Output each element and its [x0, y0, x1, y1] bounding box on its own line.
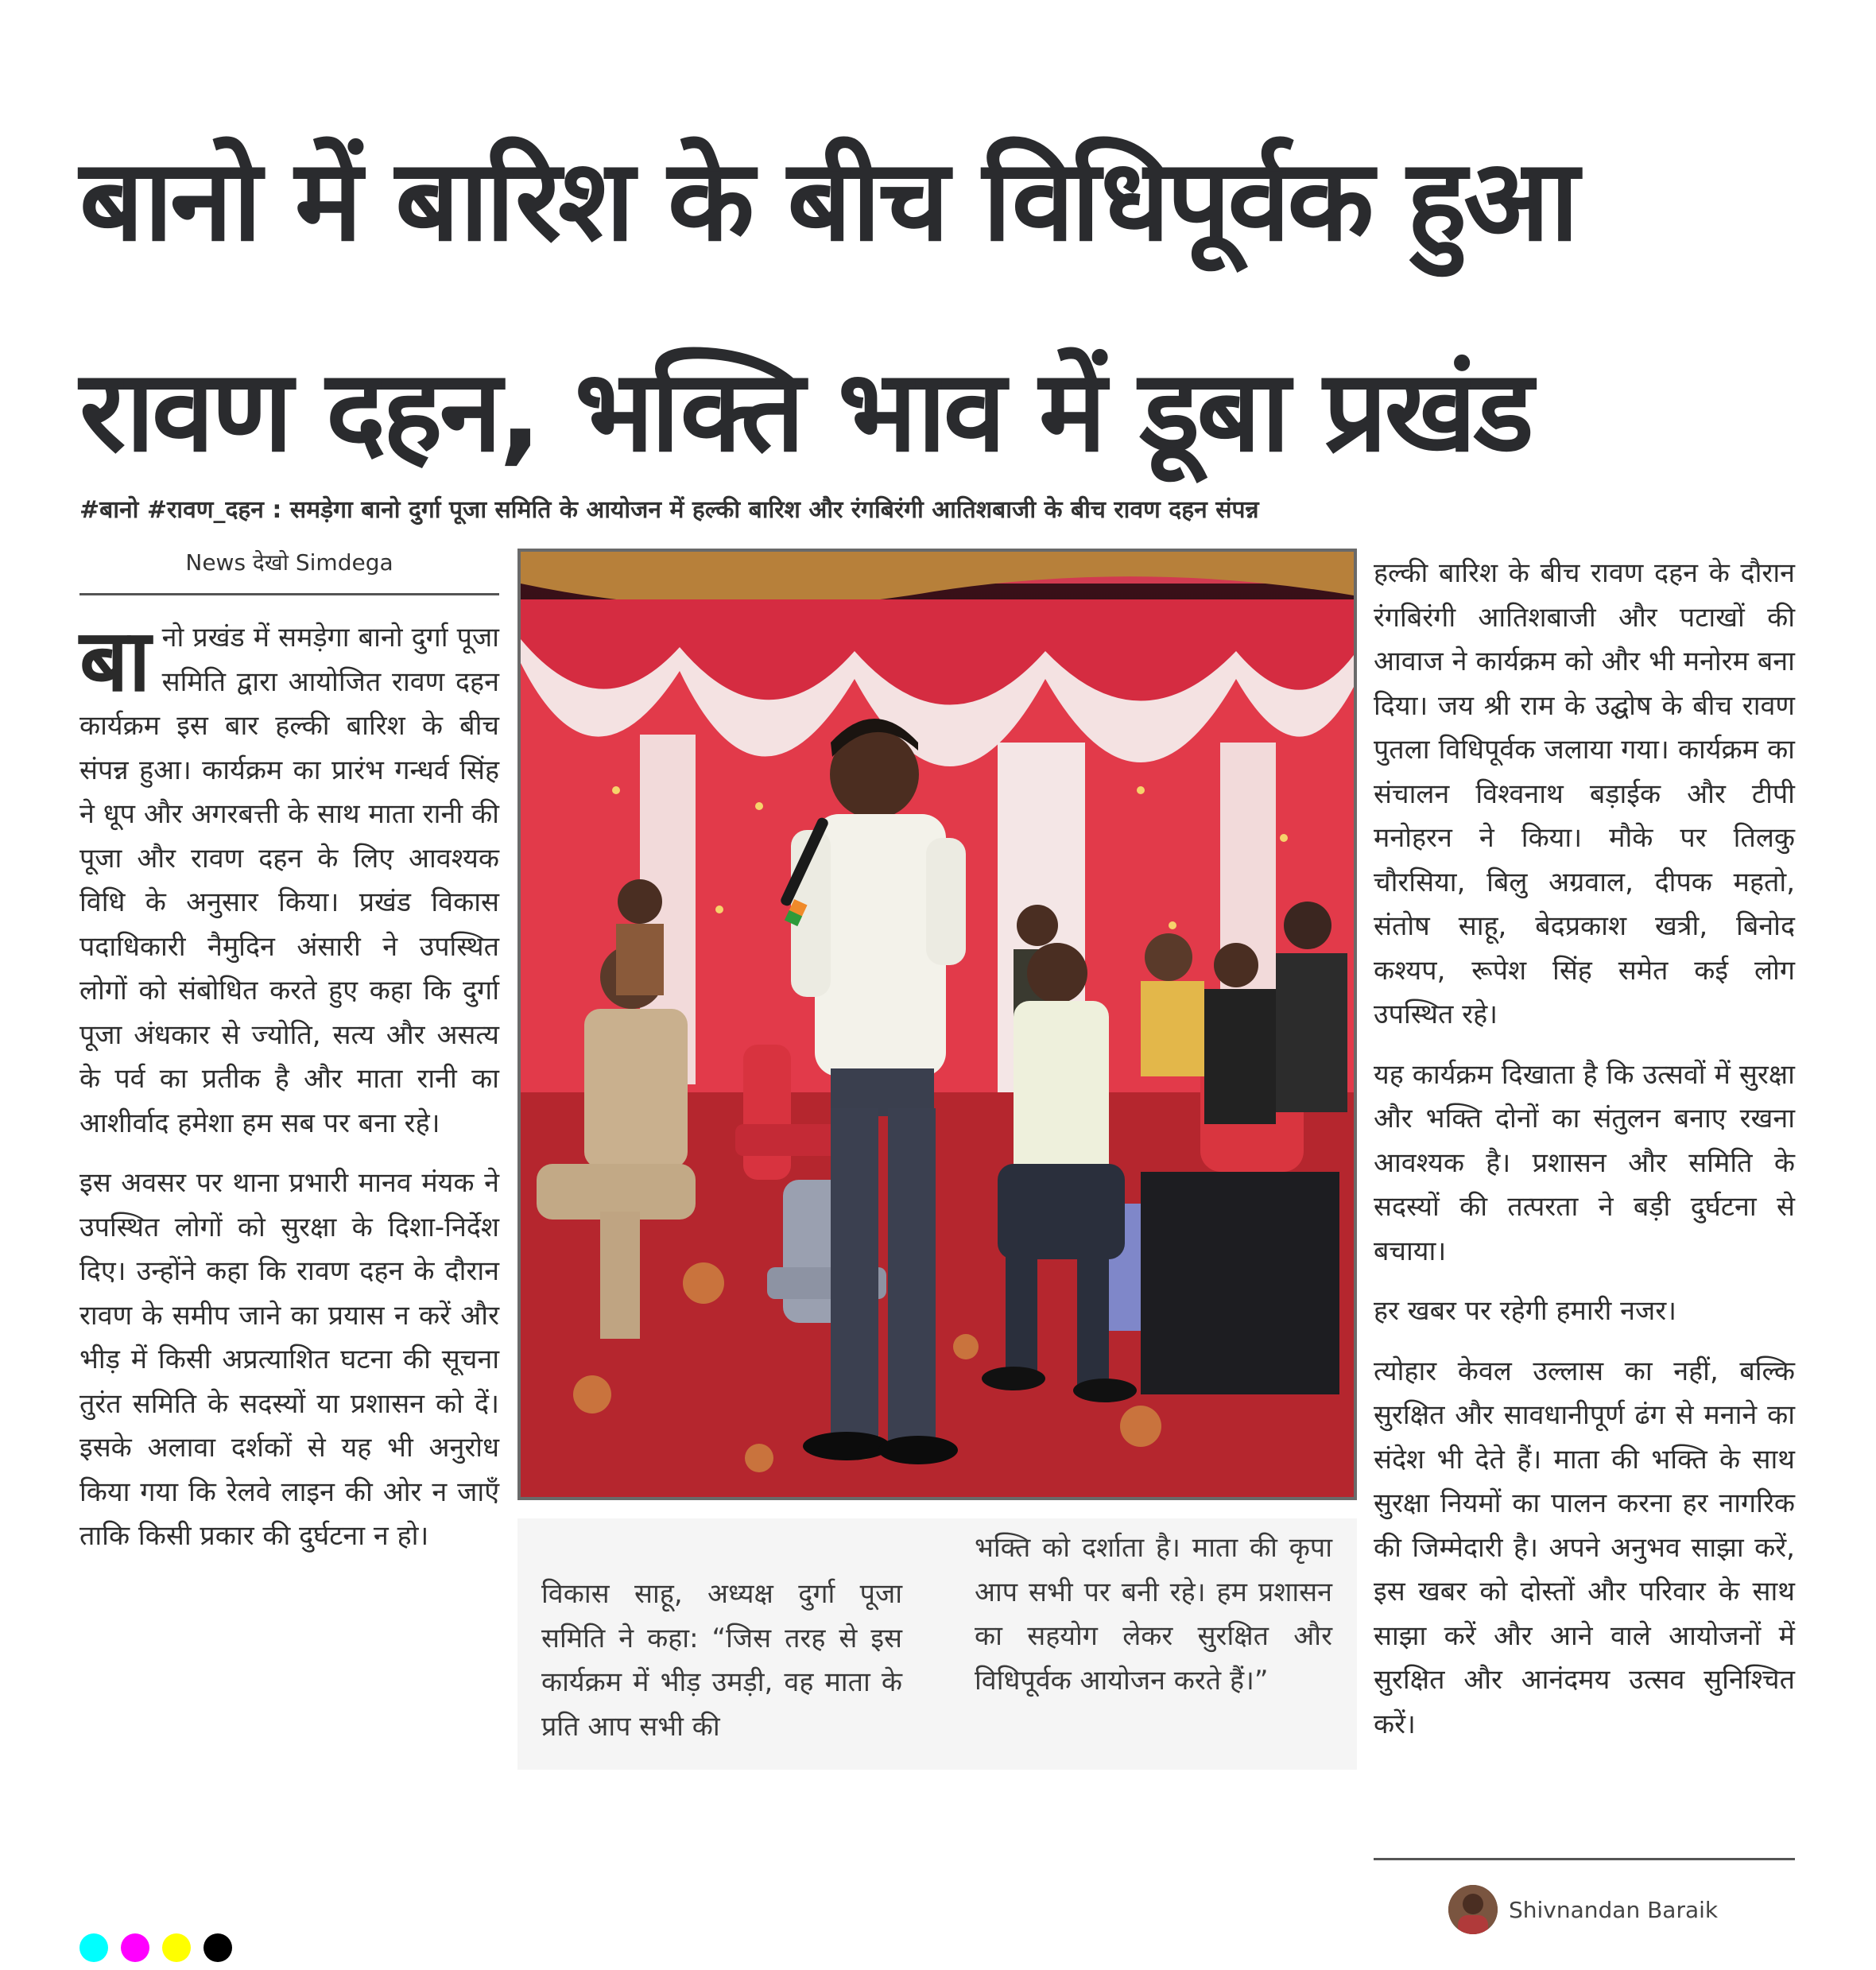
quote-box: [517, 1518, 1357, 1770]
right-column: [1374, 552, 1795, 1763]
left-paragraph-2: इस अवसर पर थाना प्रभारी मानव मंयक ने उपस्थित लोगों को सुरक्षा के दिशा-निर्देश दिए। उन्होंने कहा कि रावण दहन के दौरान रावण के समीप जाने का प्रयास न करें और भीड़ में किसी अप्रत्याशित घटना की सूचना तुरंत समिति के सदस्यों या प्रशासन को दें। इसके अलावा दर्शकों से यह भी अनुरोध किया गया कि रेलवे लाइन की ओर न जाएँ ताकि किसी प्रकार की दुर्घटना न हो।: [79, 1167, 499, 1552]
cmyk-registration-marks: [79, 1933, 245, 1962]
author-name: Shivnandan Baraik: [1509, 1896, 1719, 1923]
headline-line-1: बानो में बारिश के बीच विधिपूर्वक हुआ: [79, 135, 1576, 266]
drop-cap: बा: [79, 611, 151, 711]
headline: [79, 95, 1812, 517]
right-paragraph-2: यह कार्यक्रम दिखाता है कि उत्सवों में सुरक्षा और भक्ति दोनों का संतुलन बनाए रखना आवश्यक है। प्रशासन और समिति के सदस्यों की तत्परता ने बड़ी दुर्घटना से बचाया।: [1374, 1058, 1795, 1267]
author-divider: [1374, 1858, 1795, 1860]
byline-divider: [79, 593, 499, 595]
headline-line-2: रावण दहन, भक्ति भाव में डूबा प्रखंड: [79, 346, 1531, 477]
avatar: [1448, 1885, 1498, 1934]
right-paragraph-3: हर खबर पर रहेगी हमारी नजर।: [1374, 1295, 1677, 1327]
yellow-dot: [162, 1933, 191, 1962]
source-byline: News देखो Simdega: [185, 549, 393, 576]
author-byline: [1448, 1884, 1718, 1935]
left-column: [79, 611, 499, 1575]
black-dot: [203, 1933, 232, 1962]
event-photo-illustration: [521, 552, 1354, 1497]
left-paragraph-1-text: नो प्रखंड में समड़ेगा बानो दुर्गा पूजा समिति द्वारा आयोजित रावण दहन कार्यक्रम इस बार हल्की बारिश के बीच संपन्न हुआ। कार्यक्रम का प्रारंभ गन्धर्व सिंह ने धूप और अगरबत्ती के साथ माता रानी की पूजा और रावण दहन के लिए आवश्यक विधि के अनुसार किया। प्रखंड विकास पदाधिकारी नैमुदिन अंसारी ने उपस्थित लोगों को संबोधित करते हुए कहा कि दुर्गा पूजा अंधकार से ज्योति, सत्य और असत्य के पर्व का प्रतीक है और माता रानी का आशीर्वाद हमेशा हम सब पर बना रहे।: [79, 622, 499, 1139]
magenta-dot: [121, 1933, 149, 1962]
right-paragraph-4: त्योहार केवल उल्लास का नहीं, बल्कि सुरक्षित और सावधानीपूर्ण ढंग से मनाने का संदेश भी देते हैं। माता की भक्ति के साथ सुरक्षा नियमों का पालन करना हर नागरिक की जिम्मेदारी है। अपने अनुभव साझा करें, इस खबर को दोस्तों और परिवार के साथ साझा करें और आने वाले आयोजनों में सुरक्षित और आनंदमय उत्सव सुनिश्चित करें।: [1374, 1355, 1795, 1740]
cyan-dot: [79, 1933, 108, 1962]
quote-part-2: भक्ति को दर्शाता है। माता की कृपा आप सभी पर बनी रहे। हम प्रशासन का सहयोग लेकर सुरक्षित और विधिपूर्वक आयोजन करते हैं।”: [975, 1532, 1332, 1697]
subheadline: #बानो #रावण_दहन : समड़ेगा बानो दुर्गा पूजा समिति के आयोजन में हल्की बारिश और रंगबिरंगी आतिशबाजी के बीच रावण दहन संपन्न: [79, 496, 1259, 524]
quote-part-1: विकास साहू, अध्यक्ष दुर्गा पूजा समिति ने कहा: “जिस तरह से इस कार्यक्रम में भीड़ उमड़ी, वह माता के प्रति आप सभी की: [541, 1578, 902, 1743]
event-photo: [517, 549, 1357, 1500]
left-paragraph-1: [79, 611, 499, 1146]
right-paragraph-1: हल्की बारिश के बीच रावण दहन के दौरान रंगबिरंगी आतिशबाजी और पटाखों की आवाज ने कार्यक्रम को और भी मनोरम बना दिया। जय श्री राम के उद्घोष के बीच रावण पुतला विधिपूर्वक जलाया गया। कार्यक्रम का संचालन विश्वनाथ बड़ाईक और टीपी मनोहरन ने किया। मौके पर तिलकु चौरसिया, बिलु अग्रवाल, दीपक महतो, संतोष साहू, बेदप्रकाश खत्री, बिनोद कश्यप, रूपेश सिंह समेत कई लोग उपस्थित रहे।: [1374, 557, 1795, 1030]
